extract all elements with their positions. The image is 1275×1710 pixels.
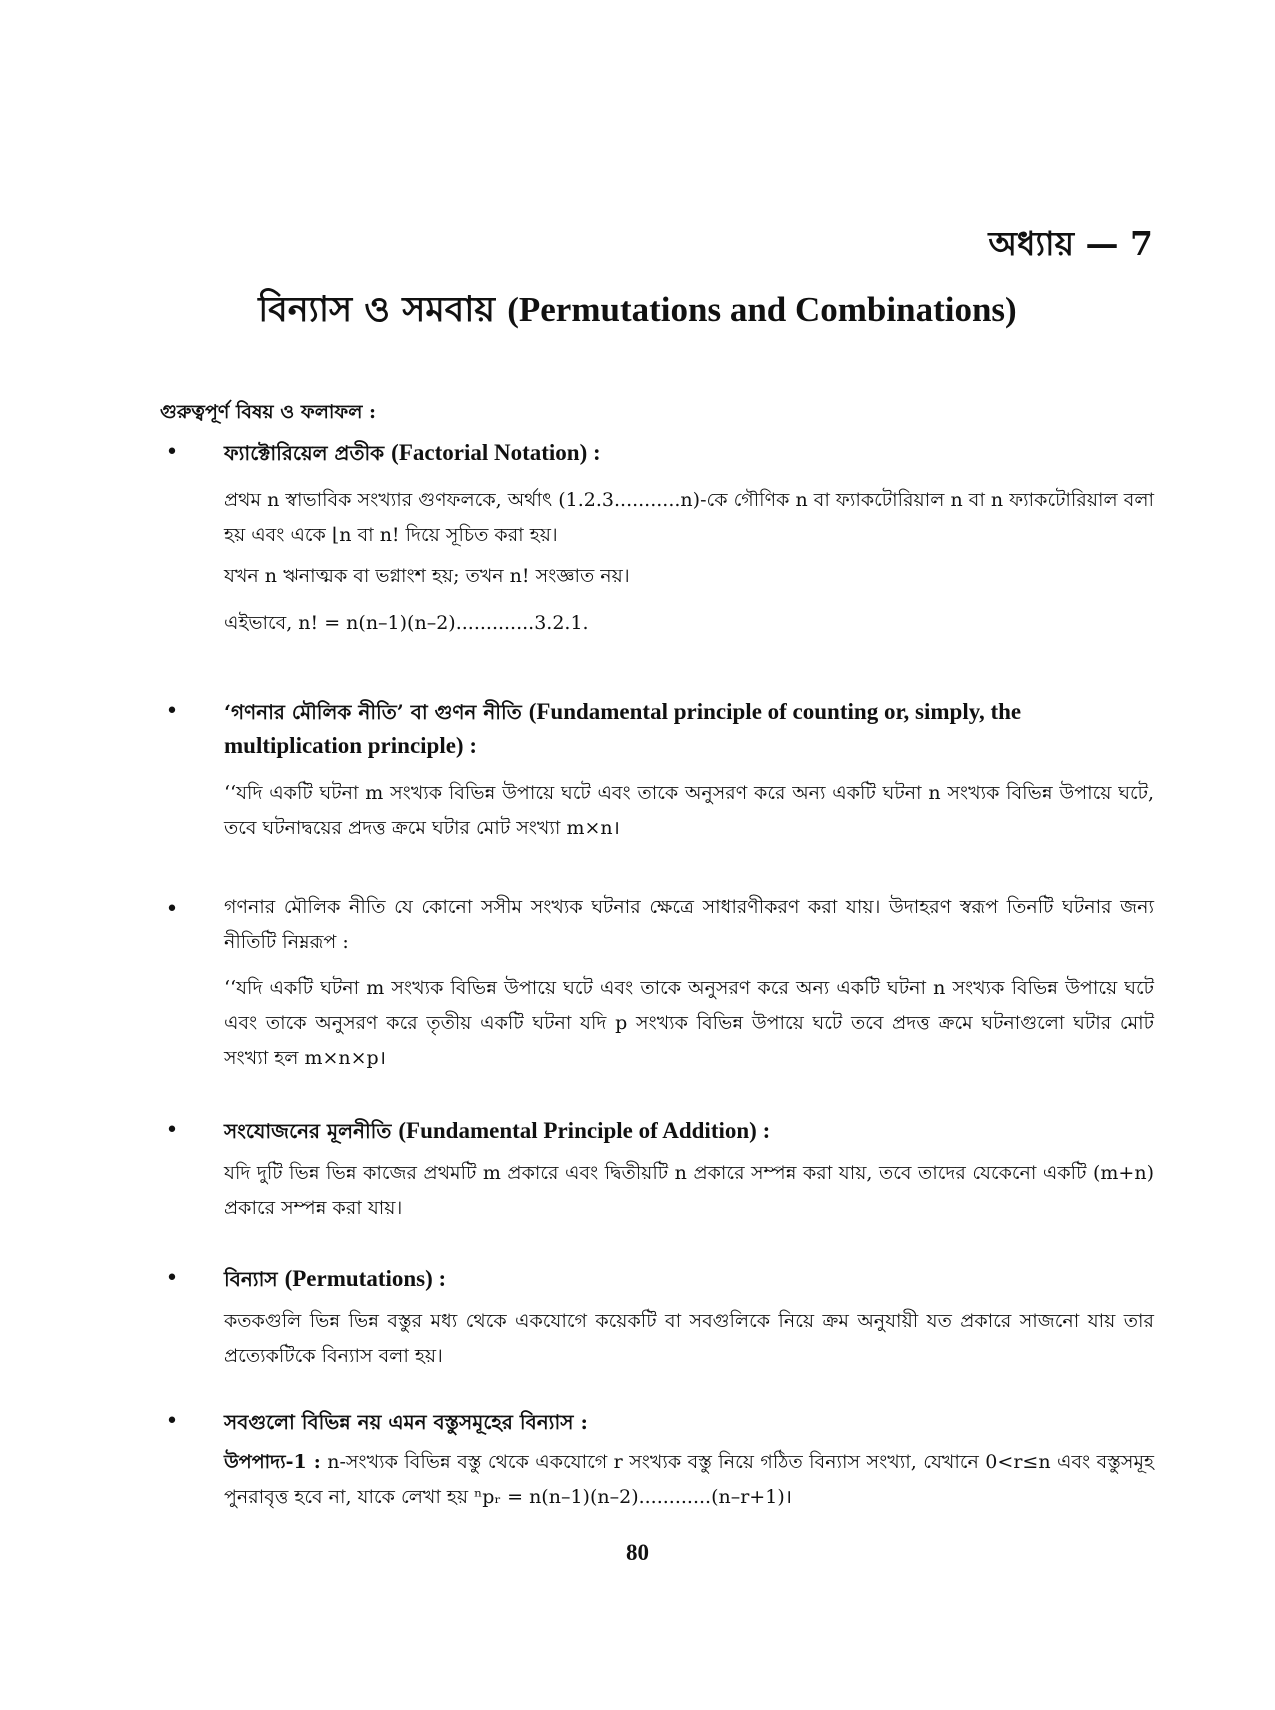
paragraph: যদি দুটি ভিন্ন ভিন্ন কাজের প্রথমটি m প্রকারে এবং দ্বিতীয়টি n প্রকারে সম্পন্ন করা যায়, তবে তাদের যেকেনো একটি (m+n) প্রকারে সম্পন্ন করা যায়। [224,1162,1154,1219]
topic-heading-bn: সবগুলো বিভিন্ন নয় এমন বস্তুসমূহের বিন্যাস : [224,1410,588,1434]
title-english: (Permutations and Combinations) [507,290,1017,329]
paragraph: যখন n ঋনাত্মক বা ভগ্নাংশ হয়; তখন n! সংজ্ঞাত নয়। [224,565,630,587]
topic-heading-bn: ফ্যাক্টোরিয়েল প্রতীক [224,441,385,465]
topic-heading [224,436,1154,470]
bullet-icon: • [165,699,179,724]
theorem-label: উপপাদ্য-1 : [224,1451,321,1473]
topic-heading-en: (Factorial Notation) : [391,440,601,465]
paragraph: প্রথম n স্বাভাবিক সংখ্যার গুণফলকে, অর্থাৎ (1.2.3...........n)-কে গৌণিক n বা ফ্যাকটোরিয়াল n বা n ফ্যাকটোরিয়াল বলা হয় এবং একে ⌊n বা n! দিয়ে সূচিত করা হয়। [224,489,1154,546]
paragraph: এইভাবে, n! = n(n–1)(n–2).............3.2.1. [224,612,589,634]
theorem-paragraph [224,1445,1154,1515]
page-title [0,282,1275,341]
topic-heading-en: (Fundamental principle of counting or, simply, the multiplication principle) : [224,699,1022,758]
bullet-icon: • [165,897,179,922]
bullet-icon: • [165,1118,179,1143]
topic-heading-bn: ‘গণনার মৌলিক নীতি’ বা গুণন নীতি [224,700,522,724]
page-number: 80 [626,1540,649,1565]
topic-heading [224,1114,1154,1148]
topic-heading-en: (Fundamental Principle of Addition) : [398,1118,771,1143]
topic-heading-en: (Permutations) : [284,1266,447,1291]
topic-heading [224,695,1154,763]
bullet-icon: • [165,1266,179,1291]
topic-heading-bn: সংযোজনের মূলনীতি [224,1119,392,1143]
topic-heading [224,1405,1154,1439]
title-bengali: বিন্যাস ও সমবায় [258,289,496,330]
bullet-icon: • [165,440,179,465]
chapter-label: অধ্যায় — 7 [988,224,1153,263]
topic-heading-bn: বিন্যাস [224,1267,278,1291]
paragraph: ‘‘যদি একটি ঘটনা m সংখ্যক বিভিন্ন উপায়ে ঘটে এবং তাকে অনুসরণ করে অন্য একটি ঘটনা n সংখ্যক বিভিন্ন উপায়ে ঘটে, তবে ঘটনাদ্বয়ের প্রদত্ত ক্রমে ঘটার মোট সংখ্যা m×n। [224,782,1154,839]
topic-heading [224,1262,1154,1296]
theorem-text: n-সংখ্যক বিভিন্ন বস্তু থেকে একযোগে r সংখ্যক বস্তু নিয়ে গঠিত বিন্যাস সংখ্যা, যেখানে 0<r≤n এবং বস্তুসমূহ পুনরাবৃত্ত হবে না, যাকে লেখা হয় ⁿpᵣ = n(n–1)(n–2)............(n–r+1)। [224,1451,1154,1508]
paragraph: কতকগুলি ভিন্ন ভিন্ন বস্তুর মধ্য থেকে একযোগে কয়েকটি বা সবগুলিকে নিয়ে ক্রম অনুযায়ী যত প্রকারে সাজনো যায় তার প্রত্যেকটিকে বিন্যাস বলা হয়। [224,1310,1154,1367]
paragraph: ‘‘যদি একটি ঘটনা m সংখ্যক বিভিন্ন উপায়ে ঘটে এবং তাকে অনুসরণ করে অন্য একটি ঘটনা n সংখ্যক বিভিন্ন উপায়ে ঘটে এবং তাকে অনুসরণ করে তৃতীয় একটি ঘটনা যদি p সংখ্যক বিভিন্ন উপায়ে ঘটে তবে প্রদত্ত ক্রমে ঘটনাগুলো ঘটার মোট সংখ্যা হল m×n×p। [224,977,1154,1069]
bullet-icon: • [165,1409,179,1434]
paragraph: গণনার মৌলিক নীতি যে কোনো সসীম সংখ্যক ঘটনার ক্ষেত্রে সাধারণীকরণ করা যায়। উদাহরণ স্বরূপ তিনটি ঘটনার জন্য নীতিটি নিম্নরূপ : [224,896,1154,953]
section-heading: গুরুত্বপূর্ণ বিষয় ও ফলাফল : [160,401,377,423]
